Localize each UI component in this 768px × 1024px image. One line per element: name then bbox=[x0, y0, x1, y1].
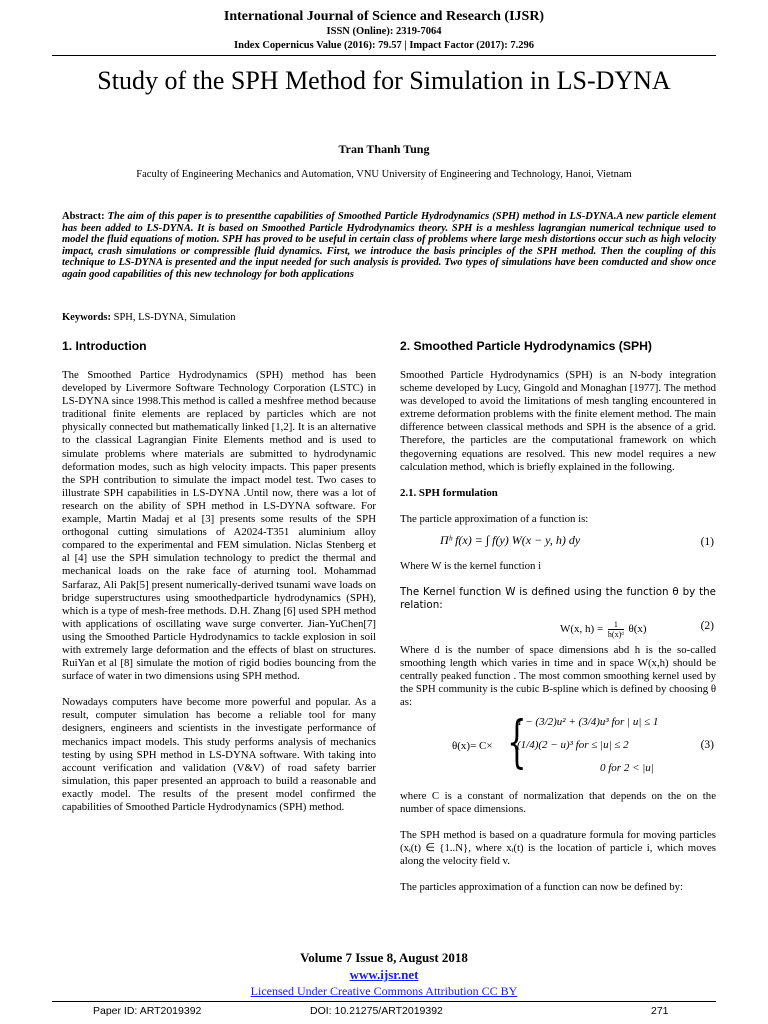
website-link[interactable]: www.ijsr.net bbox=[349, 967, 419, 982]
paragraph: The particle approximation of a function is: bbox=[400, 512, 589, 525]
paragraph: where C is a constant of normalization that depends on the on the number of space dimensions. bbox=[400, 789, 716, 815]
section-heading-introduction: 1. Introduction bbox=[62, 339, 147, 353]
keywords-text: SPH, LS-DYNA, Simulation bbox=[113, 312, 236, 323]
paper-id: Paper ID: ART2019392 bbox=[93, 1005, 202, 1017]
equation-number: (1) bbox=[700, 535, 714, 548]
paragraph: The SPH method is based on a quadrature formula for moving particles (xᵢ(t) ∈ {1..N}, where xᵢ(t) is the location of particle i, which moves along the velocity field v. bbox=[400, 828, 716, 867]
paper-title: Study of the SPH Method for Simulation in LS-DYNA bbox=[97, 66, 671, 95]
volume-issue: Volume 7 Issue 8, August 2018 bbox=[300, 950, 468, 965]
subsection-heading: 2.1. SPH formulation bbox=[400, 486, 498, 499]
doi: DOI: 10.21275/ART2019392 bbox=[310, 1005, 443, 1017]
paragraph: Nowadays computers have become more powerful and popular. As a result, computer simulation has become a reliable tool for many designers, engineers and scientists in the investigate performance of mechanics impact models. This study performs analysis of mechanics testing by using SPH method in LS-DYNA software. With taking into account verification and validation (V&V) of road safety barrier simulation, this paper presented an approach to build a reasonable and exactly model. The results of the present model confirmed the capabilities of Smoothed Particle Hydrodynamics (SPH) method. bbox=[62, 696, 376, 813]
equation-2-rhs: θ(x) bbox=[628, 623, 647, 636]
page-number: 271 bbox=[651, 1005, 669, 1017]
equation-2 bbox=[400, 614, 716, 642]
equation-3 bbox=[400, 709, 716, 784]
equation-2-lhs: W(x, h) = bbox=[560, 623, 604, 636]
affiliation: Faculty of Engineering Mechanics and Automation, VNU University of Engineering and Technology, Hanoi, Vietnam bbox=[136, 169, 632, 180]
equation-3-case: (1/4)(2 − u)³ for ≤ |u| ≤ 2 bbox=[517, 738, 629, 751]
paragraph: Smoothed Particle Hydrodynamics (SPH) is an N-body integration scheme developed by Lucy, Gingold and Monaghan [1977]. The method was developed to avoid the limitations of mesh tangling encountered in extreme deformation problems with the finite element method. The main difference between classical methods and SPH is the absence of a grid. Therefore, the particles are the computational framework on which thegoverning equations are resolved. This new model requires a new calculation method, which is briefly explained in the following. bbox=[400, 369, 716, 473]
journal-name: International Journal of Science and Research (IJSR) bbox=[223, 9, 545, 24]
right-column bbox=[400, 340, 716, 907]
equation-number: (3) bbox=[700, 738, 714, 751]
paragraph: Where d is the number of space dimensions abd h is the so-called smoothing length which varies in time and in space W(x,h) should be centrally peaked function . The most common smoothing kernel used by the SPH community is the cubic B-spline which is defined by choosing θ as: bbox=[400, 644, 716, 709]
fraction bbox=[608, 620, 624, 639]
paragraph: Where W is the kernel function i bbox=[400, 559, 542, 572]
fraction-denominator: h(x)ᵈ bbox=[607, 630, 624, 640]
issn: ISSN (Online): 2319-7064 bbox=[326, 26, 442, 37]
index-impact: Index Copernicus Value (2016): 79.57 | Impact Factor (2017): 7.296 bbox=[234, 40, 534, 51]
equation-3-case: 1 − (3/2)u² + (3/4)u³ for | u| ≤ 1 bbox=[517, 715, 659, 728]
keywords bbox=[62, 312, 236, 323]
equation-3-case: 0 for 2 < |u| bbox=[600, 761, 654, 774]
left-brace: { bbox=[507, 709, 527, 775]
section-heading-sph: 2. Smoothed Particle Hydrodynamics (SPH) bbox=[400, 339, 652, 353]
header-rule bbox=[52, 55, 716, 56]
equation-number: (2) bbox=[700, 620, 714, 633]
paragraph: The Kernel function W is defined using the function θ by the relation: bbox=[400, 586, 716, 612]
paragraph: The Smoothed Partice Hydrodynamics (SPH) method has been developed by Livermore Software Technology Corporation (LSTC) in LS-DYNA since 1998.This method is called a meshfree method because traditional finite elements are replaced by particles which are not physically connected but mathematically linked [1,2]. It is an alternative to the classical Lagrangian Finite Elements method and is used to simulate problems where materials are submitted to hydrodynamic deformation modes, such as high velocity impacts. This paper presents the SPH contribution to simulate the impact model test. Two cases to illustrate SPH capabilities in LS-DYNA .Until now, there was a lot of research on the ability of SPH method in LS-DYNA software. For example, Martin Madaj et al [3] presents some results of the SPH orthogonal cutting simulations of A2024-T351 aluminium alloy compared to the experimental and FEM simulation. Niclas Stenberg et al [4] use the SPH simulation technology to predict the thermal and mechanical loads on the rake face of aturning tool. Mohammad Sarfaraz, Ali Pak[5] present numerically-derived tsunami wave loads on bridge superstructures using smoothedparticle hydrodynamics (SPH), which is a type of mesh-free methods. D.H. Zhang [6] used SPH method with applications of oscillating wave surge converter. Jian-YuChen[7] using the Smoothed Particle Hydrodynamics to tackle explosion in soil with extremely large deformation and the effects of blast on structures. RuiYan et al [8] simulate the motion of rigid bodies bouncing from the surface of water in two dimensions using SPH method. bbox=[62, 369, 376, 683]
fraction-numerator: 1 bbox=[608, 620, 624, 630]
equation-1-body: Πʰ f(x) = ∫ f(y) W(x − y, h) dy bbox=[440, 532, 581, 547]
left-column bbox=[62, 340, 376, 827]
keywords-label: Keywords: bbox=[62, 312, 111, 323]
abstract bbox=[62, 211, 716, 281]
abstract-label: Abstract: bbox=[62, 211, 105, 222]
paragraph: The particles approximation of a function can now be defined by: bbox=[400, 880, 684, 893]
license-link[interactable]: Licensed Under Creative Commons Attribution CC BY bbox=[250, 984, 518, 998]
footer-rule bbox=[52, 1001, 716, 1002]
abstract-text: The aim of this paper is to presentthe capabilities of Smoothed Particle Hydrodynamics (SPH) method in LS-DYNA.A new particle element has been added to LS-DYNA. It is based on Smoothed Particle Hydrodynamics theory. SPH is a meshless lagrangian numerical technique used to model the fluid equations of motion. SPH has proved to be useful in certain class of problems where large mesh distortions occur such as high velocity impact, crash simulations or compressible fluid dynamics. First, we introduce the basis principles of the SPH method. Then the coupling of this technique to LS-DYNA is presented and the input needed for such analysis is provided. Two types of simulations have been comducted and show once again good capabilities of this new technology for both applications bbox=[62, 211, 716, 280]
equation-1 bbox=[400, 530, 716, 556]
author: Tran Thanh Tung bbox=[338, 142, 430, 156]
equation-2-body bbox=[560, 620, 647, 639]
equation-3-lhs: θ(x)= C× bbox=[452, 739, 493, 752]
